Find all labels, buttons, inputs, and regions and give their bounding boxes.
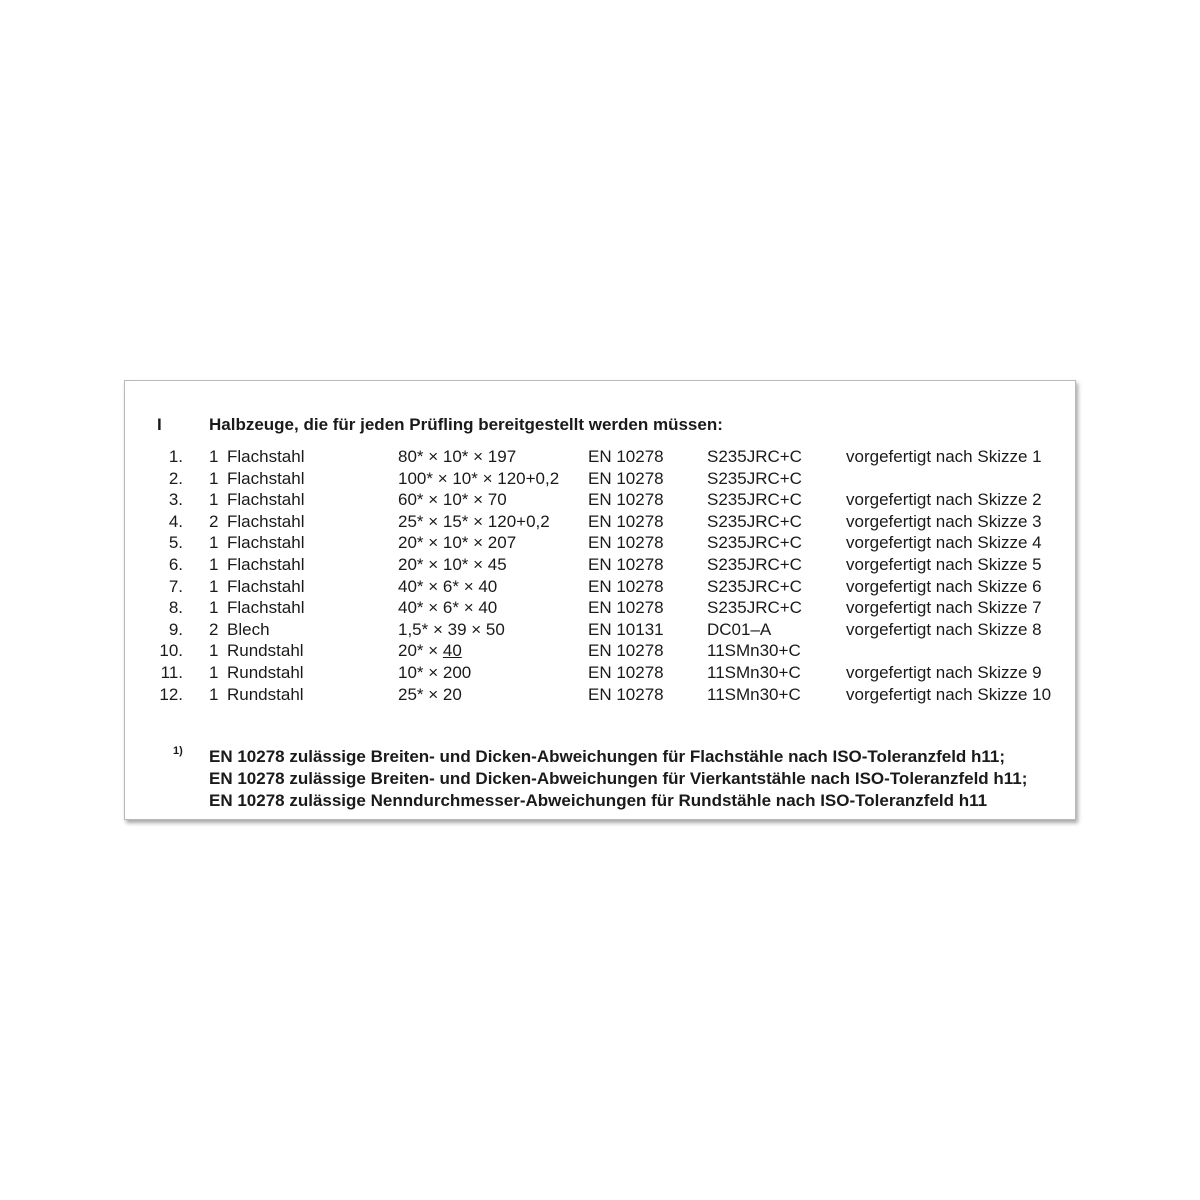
list-row — [125, 640, 1075, 662]
row-item: Flachstahl — [227, 533, 305, 553]
row-note: vorgefertigt nach Skizze 8 — [846, 619, 1042, 639]
row-dimensions: 40* × 6* × 40 — [398, 576, 498, 596]
footnote-marker: 1) — [173, 745, 183, 757]
row-material: S235JRC+C — [707, 598, 802, 618]
row-material: S235JRC+C — [707, 511, 802, 531]
row-quantity: 1 — [209, 576, 219, 596]
row-material: S235JRC+C — [707, 576, 802, 596]
row-dimensions: 20* × 10* × 45 — [398, 554, 507, 574]
footnote-line: EN 10278 zulässige Breiten- und Dicken-Abweichungen für Vierkantstähle nach ISO-Toleranzfeld h11; — [209, 769, 1028, 788]
list-row — [125, 576, 1075, 598]
row-material: 11SMn30+C — [707, 684, 801, 704]
row-number: 1. — [168, 447, 183, 466]
row-dimensions-underlined: 40 — [442, 641, 462, 661]
row-note: vorgefertigt nach Skizze 7 — [846, 598, 1042, 618]
row-dimensions: 25* × 15* × 120+0,2 — [398, 511, 550, 531]
row-norm: EN 10278 — [588, 684, 664, 704]
row-quantity: 1 — [209, 468, 219, 488]
list-row — [125, 446, 1075, 468]
row-quantity: 1 — [209, 554, 219, 574]
row-quantity: 2 — [209, 511, 219, 531]
list-row — [125, 468, 1075, 490]
row-quantity: 1 — [209, 447, 219, 466]
row-quantity: 1 — [209, 598, 219, 618]
row-number: 8. — [168, 598, 183, 618]
list-row — [125, 619, 1075, 641]
list-row — [125, 662, 1075, 684]
row-number: 2. — [168, 468, 183, 488]
row-norm: EN 10278 — [588, 490, 664, 510]
row-norm: EN 10278 — [588, 447, 664, 466]
row-quantity: 2 — [209, 619, 219, 639]
row-number: 12. — [159, 684, 183, 704]
row-dimensions: 25* × 20 — [398, 684, 462, 704]
row-norm: EN 10278 — [588, 662, 664, 682]
row-dimensions: 10* × 200 — [398, 662, 472, 682]
row-item: Flachstahl — [227, 447, 305, 466]
row-note: vorgefertigt nach Skizze 10 — [846, 684, 1052, 704]
row-material: S235JRC+C — [707, 533, 802, 553]
row-norm: EN 10278 — [588, 641, 664, 661]
section-number: I — [157, 415, 162, 434]
row-quantity: 1 — [209, 662, 219, 682]
row-norm: EN 10278 — [588, 511, 664, 531]
list-row — [125, 554, 1075, 576]
row-material: 11SMn30+C — [707, 662, 801, 682]
row-number: 4. — [168, 511, 183, 531]
row-item: Rundstahl — [227, 662, 304, 682]
list-row — [125, 532, 1075, 554]
footnote-line: EN 10278 zulässige Breiten- und Dicken-Abweichungen für Flachstähle nach ISO-Toleranzfeld h11; — [209, 747, 1006, 766]
row-dimensions — [398, 640, 462, 662]
footnote-line: EN 10278 zulässige Nenndurchmesser-Abweichungen für Rundstähle nach ISO-Toleranzfeld h11 — [209, 791, 988, 810]
row-number: 9. — [168, 619, 183, 639]
row-material: S235JRC+C — [707, 468, 802, 488]
row-quantity: 1 — [209, 490, 219, 510]
row-item: Blech — [227, 619, 270, 639]
row-item: Flachstahl — [227, 554, 305, 574]
row-number: 11. — [160, 662, 183, 682]
row-norm: EN 10278 — [588, 598, 664, 618]
row-number: 7. — [168, 576, 183, 596]
row-dimensions: 80* × 10* × 197 — [398, 447, 517, 466]
footnote-block — [209, 746, 1027, 812]
row-norm: EN 10131 — [588, 619, 664, 639]
row-number: 3. — [168, 490, 183, 510]
row-note: vorgefertigt nach Skizze 1 — [846, 447, 1042, 466]
row-number: 5. — [168, 533, 183, 553]
row-number: 6. — [168, 554, 183, 574]
row-dimensions: 60* × 10* × 70 — [398, 490, 507, 510]
row-note: vorgefertigt nach Skizze 5 — [846, 554, 1042, 574]
row-dimensions: 100* × 10* × 120+0,2 — [398, 468, 560, 488]
list-row — [125, 597, 1075, 619]
list-row — [125, 684, 1075, 706]
row-material: S235JRC+C — [707, 554, 802, 574]
row-norm: EN 10278 — [588, 468, 664, 488]
row-norm: EN 10278 — [588, 554, 664, 574]
list-row — [125, 489, 1075, 511]
row-quantity: 1 — [209, 641, 219, 661]
row-material: S235JRC+C — [707, 490, 802, 510]
row-quantity: 1 — [209, 684, 219, 704]
row-dimensions: 20* × 10* × 207 — [398, 533, 517, 553]
row-dimensions: 1,5* × 39 × 50 — [398, 619, 505, 639]
row-material: S235JRC+C — [707, 447, 802, 466]
row-dimensions: 40* × 6* × 40 — [398, 598, 498, 618]
row-item: Flachstahl — [227, 598, 305, 618]
material-list — [125, 446, 1075, 705]
row-norm: EN 10278 — [588, 533, 664, 553]
document-card — [124, 380, 1076, 820]
row-item: Flachstahl — [227, 576, 305, 596]
row-note: vorgefertigt nach Skizze 9 — [846, 662, 1042, 682]
row-item: Rundstahl — [227, 684, 304, 704]
row-item: Flachstahl — [227, 511, 305, 531]
section-title: Halbzeuge, die für jeden Prüfling bereitgestellt werden müssen: — [209, 415, 723, 434]
row-note: vorgefertigt nach Skizze 2 — [846, 490, 1042, 510]
row-dimensions-text: 20* × — [398, 641, 443, 661]
row-item: Rundstahl — [227, 641, 304, 661]
row-material: 11SMn30+C — [707, 641, 801, 661]
row-material: DC01–A — [707, 619, 772, 639]
row-number: 10. — [159, 641, 183, 661]
row-quantity: 1 — [209, 533, 219, 553]
row-item: Flachstahl — [227, 490, 305, 510]
row-norm: EN 10278 — [588, 576, 664, 596]
row-note: vorgefertigt nach Skizze 4 — [846, 533, 1042, 553]
row-note: vorgefertigt nach Skizze 6 — [846, 576, 1042, 596]
list-row — [125, 511, 1075, 533]
row-note: vorgefertigt nach Skizze 3 — [846, 511, 1042, 531]
row-item: Flachstahl — [227, 468, 305, 488]
